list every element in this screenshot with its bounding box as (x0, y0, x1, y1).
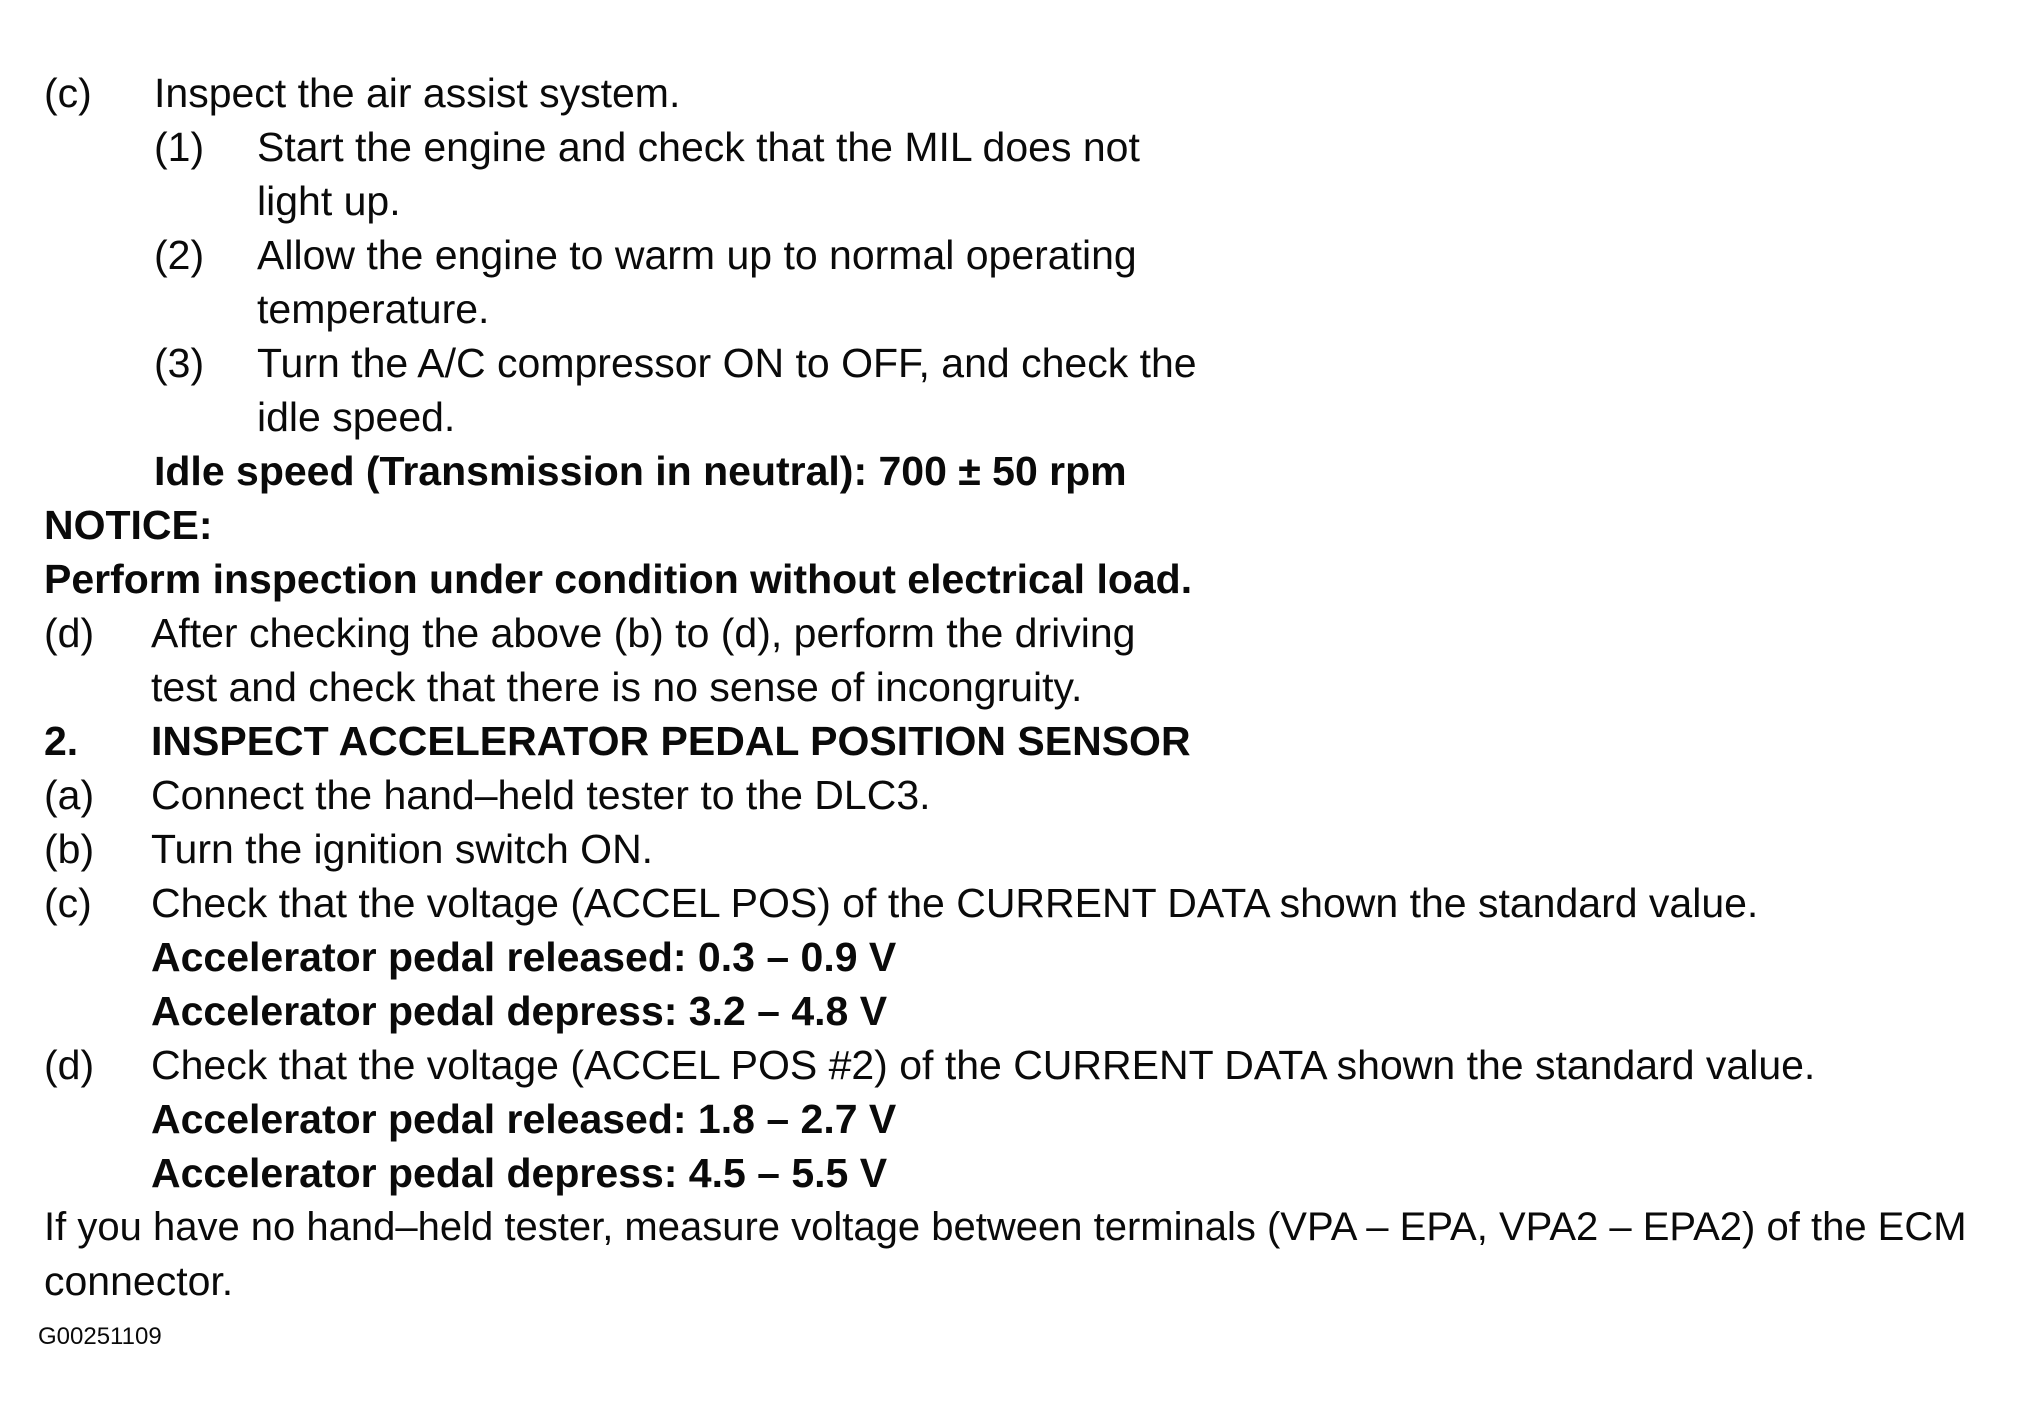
spec-released-2: Accelerator pedal released: 1.8 – 2.7 V (151, 1096, 897, 1142)
notice-text: Perform inspection under condition without electrical load. (44, 556, 1193, 602)
section-step-label-a: (a) (44, 772, 95, 818)
item-text-d-line2: test and check that there is no sense of incongruity. (151, 664, 1083, 710)
section-number: 2. (44, 718, 79, 764)
idle-speed-spec: Idle speed (Transmission in neutral): 700 ± 50 rpm (154, 448, 1127, 494)
section-step-text-c: Check that the voltage (ACCEL POS) of the CURRENT DATA shown the standard value. (151, 880, 1759, 926)
step-text-2-line2: temperature. (257, 286, 490, 332)
section-title: INSPECT ACCELERATOR PEDAL POSITION SENSOR (151, 718, 1191, 764)
item-text-d-line1: After checking the above (b) to (d), perform the driving (151, 610, 1136, 656)
section-step-label-b: (b) (44, 826, 95, 872)
section-step-text-b: Turn the ignition switch ON. (151, 826, 654, 872)
item-text-c: Inspect the air assist system. (154, 70, 681, 116)
figure-code: G00251109 (38, 1323, 162, 1350)
section-step-label-c: (c) (44, 880, 92, 926)
step-label-1: (1) (154, 124, 205, 170)
step-text-1-line1: Start the engine and check that the MIL does not (257, 124, 1140, 170)
notice-heading: NOTICE: (44, 502, 213, 548)
section-step-text-a: Connect the hand–held tester to the DLC3. (151, 772, 931, 818)
step-text-1-line2: light up. (257, 178, 401, 224)
step-text-2-line1: Allow the engine to warm up to normal operating (257, 232, 1137, 278)
step-text-3-line1: Turn the A/C compressor ON to OFF, and check the (257, 340, 1197, 386)
no-tester-note-line1: If you have no hand–held tester, measure voltage between terminals (VPA – EPA, VPA2 – EPA2) of the ECM (44, 1205, 1967, 1249)
spec-depress-2: Accelerator pedal depress: 4.5 – 5.5 V (151, 1150, 888, 1196)
step-label-3: (3) (154, 340, 205, 386)
step-text-3-line2: idle speed. (257, 394, 456, 440)
spec-depress-1: Accelerator pedal depress: 3.2 – 4.8 V (151, 988, 888, 1034)
step-label-2: (2) (154, 232, 205, 278)
item-label-c: (c) (44, 70, 92, 116)
item-label-d: (d) (44, 610, 95, 656)
section-step-label-d: (d) (44, 1042, 95, 1088)
spec-released-1: Accelerator pedal released: 0.3 – 0.9 V (151, 934, 897, 980)
no-tester-note-line2: connector. (44, 1258, 234, 1304)
section-step-text-d: Check that the voltage (ACCEL POS #2) of the CURRENT DATA shown the standard value. (151, 1042, 1816, 1088)
